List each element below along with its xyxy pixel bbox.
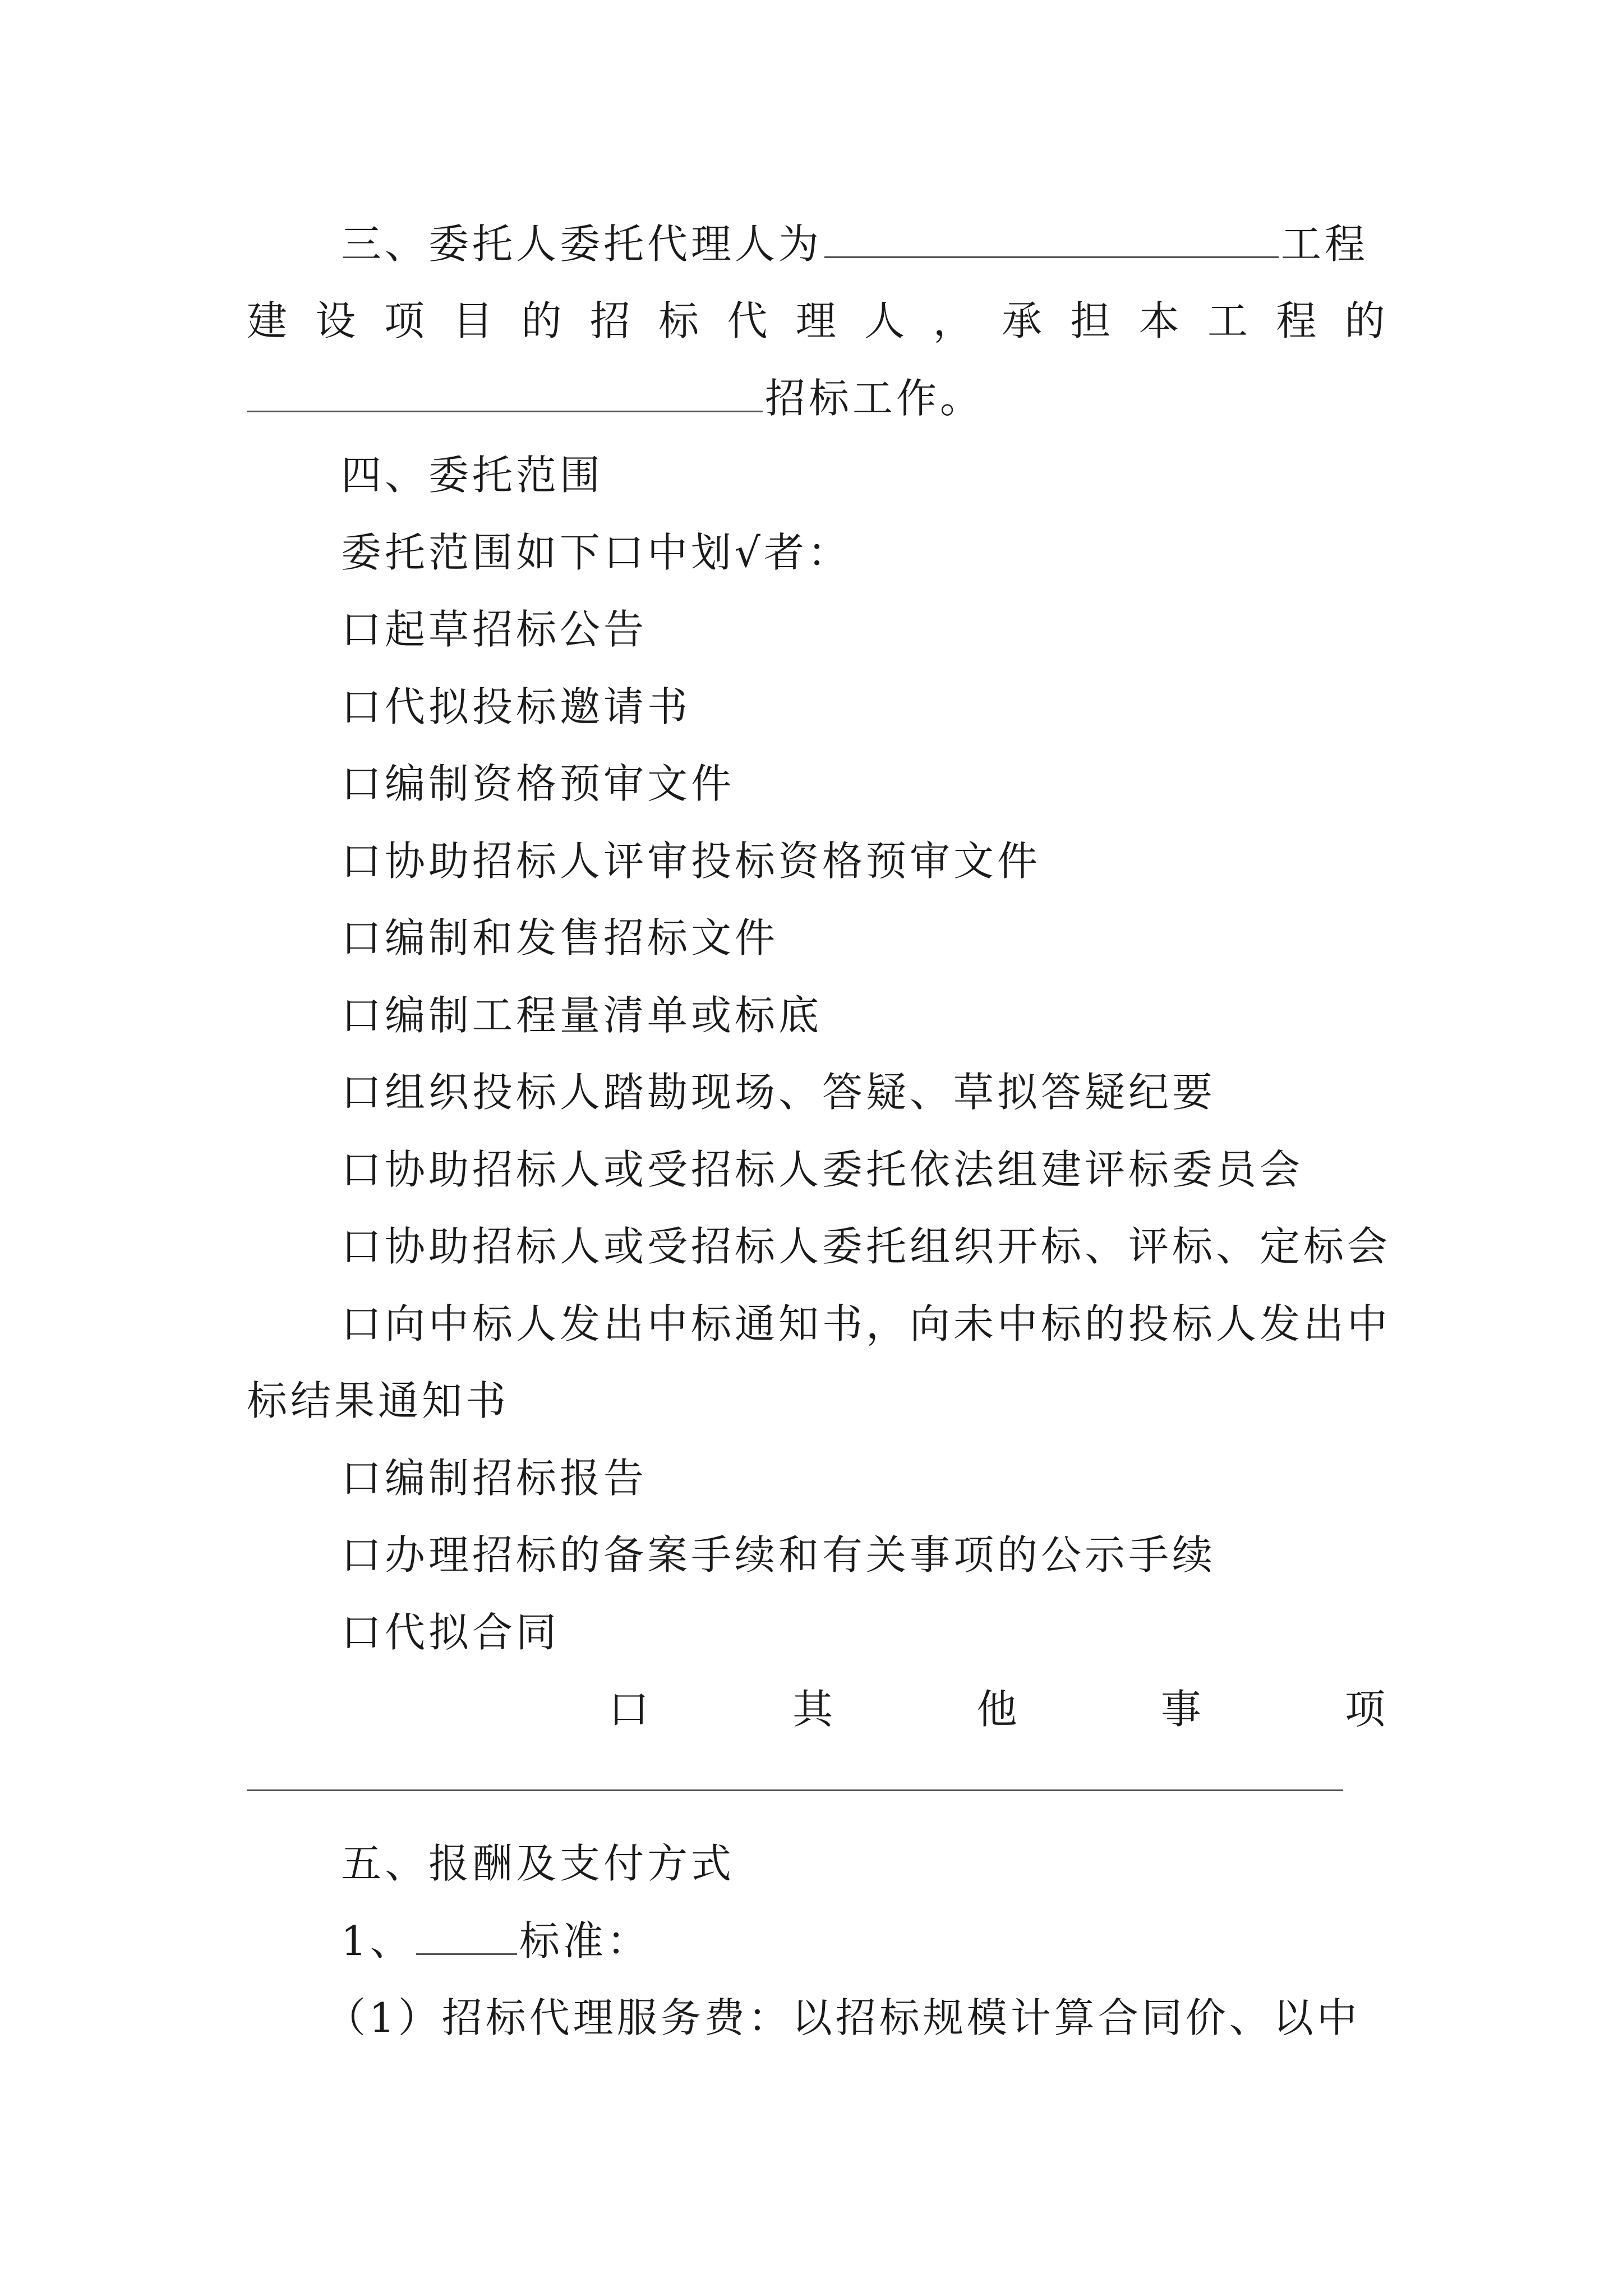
section3-line1-suffix: 工程 <box>1281 220 1369 268</box>
justified-char: 目 <box>453 297 494 344</box>
scope-blank[interactable] <box>247 371 763 412</box>
justified-char: 招 <box>589 297 630 344</box>
section3-line2 <box>247 293 1385 349</box>
justified-char: 项 <box>384 297 425 344</box>
checkbox-item[interactable]: 口编制招标报告 <box>341 1455 648 1502</box>
checkbox-item-wrapped-continuation: 标结果通知书 <box>247 1377 510 1424</box>
section5-heading: 五、报酬及支付方式 <box>341 1840 735 1887</box>
justified-char: 人 <box>864 297 905 344</box>
checkbox-item[interactable]: 口协助招标人或受招标人委托组织开标、评标、定标会 <box>341 1223 1391 1270</box>
justified-char: 程 <box>1276 297 1317 344</box>
justified-char: ， <box>933 297 974 344</box>
section4-intro: 委托范围如下口中划√者： <box>341 529 851 576</box>
justified-char: 本 <box>1138 297 1179 344</box>
checkbox-item[interactable]: 口起草招标公告 <box>341 606 648 653</box>
justified-char: 的 <box>521 297 562 344</box>
checkbox-item[interactable]: 口编制和发售招标文件 <box>341 914 779 961</box>
justified-char: 标 <box>658 297 699 344</box>
checkbox-item[interactable]: 口办理招标的备案手续和有关事项的公示手续 <box>341 1531 1216 1579</box>
checkbox-item-other[interactable] <box>608 1681 1385 1737</box>
checkbox-item[interactable]: 口协助招标人或受招标人委托依法组建评标委员会 <box>341 1146 1304 1193</box>
justified-char: 工 <box>1207 297 1248 344</box>
section5-item1 <box>247 1913 1385 1969</box>
justified-char: 设 <box>315 297 356 344</box>
section3-line3 <box>247 370 1385 426</box>
project-name-blank[interactable] <box>824 217 1279 258</box>
checkbox-item[interactable]: 口编制工程量清单或标底 <box>341 992 823 1039</box>
checkbox-item[interactable]: 口代拟合同 <box>341 1609 560 1656</box>
checkbox-item[interactable]: 口协助招标人评审投标资格预审文件 <box>341 838 1041 885</box>
justified-char: 事 <box>1160 1686 1201 1733</box>
justified-char: 他 <box>976 1686 1017 1733</box>
justified-char: 担 <box>1070 297 1111 344</box>
other-items-blank[interactable] <box>247 1789 1343 1791</box>
checkbox-item[interactable]: 口编制资格预审文件 <box>341 760 735 807</box>
checkbox-item[interactable]: 口代拟投标邀请书 <box>341 683 691 730</box>
section5-item1-suffix: 标准： <box>519 1917 651 1964</box>
justified-char: 口 <box>608 1686 649 1733</box>
justified-char: 理 <box>795 297 836 344</box>
justified-char: 的 <box>1344 297 1385 344</box>
checkbox-item-wrapped[interactable]: 口向中标人发出中标通知书，向未中标的投标人发出中 <box>341 1300 1391 1347</box>
section5-item1-sub: （1）招标代理服务费：以招标规模计算合同价、以中 <box>325 1994 1361 2041</box>
justified-char: 代 <box>727 297 768 344</box>
section3-line1 <box>247 216 1385 272</box>
section3-line1-prefix: 三、委托人委托代理人为 <box>341 220 823 268</box>
justified-char: 其 <box>792 1686 833 1733</box>
section5-item1-prefix: 1、 <box>341 1917 414 1964</box>
justified-char: 项 <box>1344 1686 1385 1733</box>
justified-char: 承 <box>1001 297 1042 344</box>
checkbox-item[interactable]: 口组织投标人踏勘现场、答疑、草拟答疑纪要 <box>341 1069 1216 1116</box>
standard-blank[interactable] <box>416 1914 517 1955</box>
section4-heading: 四、委托范围 <box>341 452 604 499</box>
section3-line3-suffix: 招标工作。 <box>765 375 984 422</box>
justified-char: 建 <box>247 297 288 344</box>
